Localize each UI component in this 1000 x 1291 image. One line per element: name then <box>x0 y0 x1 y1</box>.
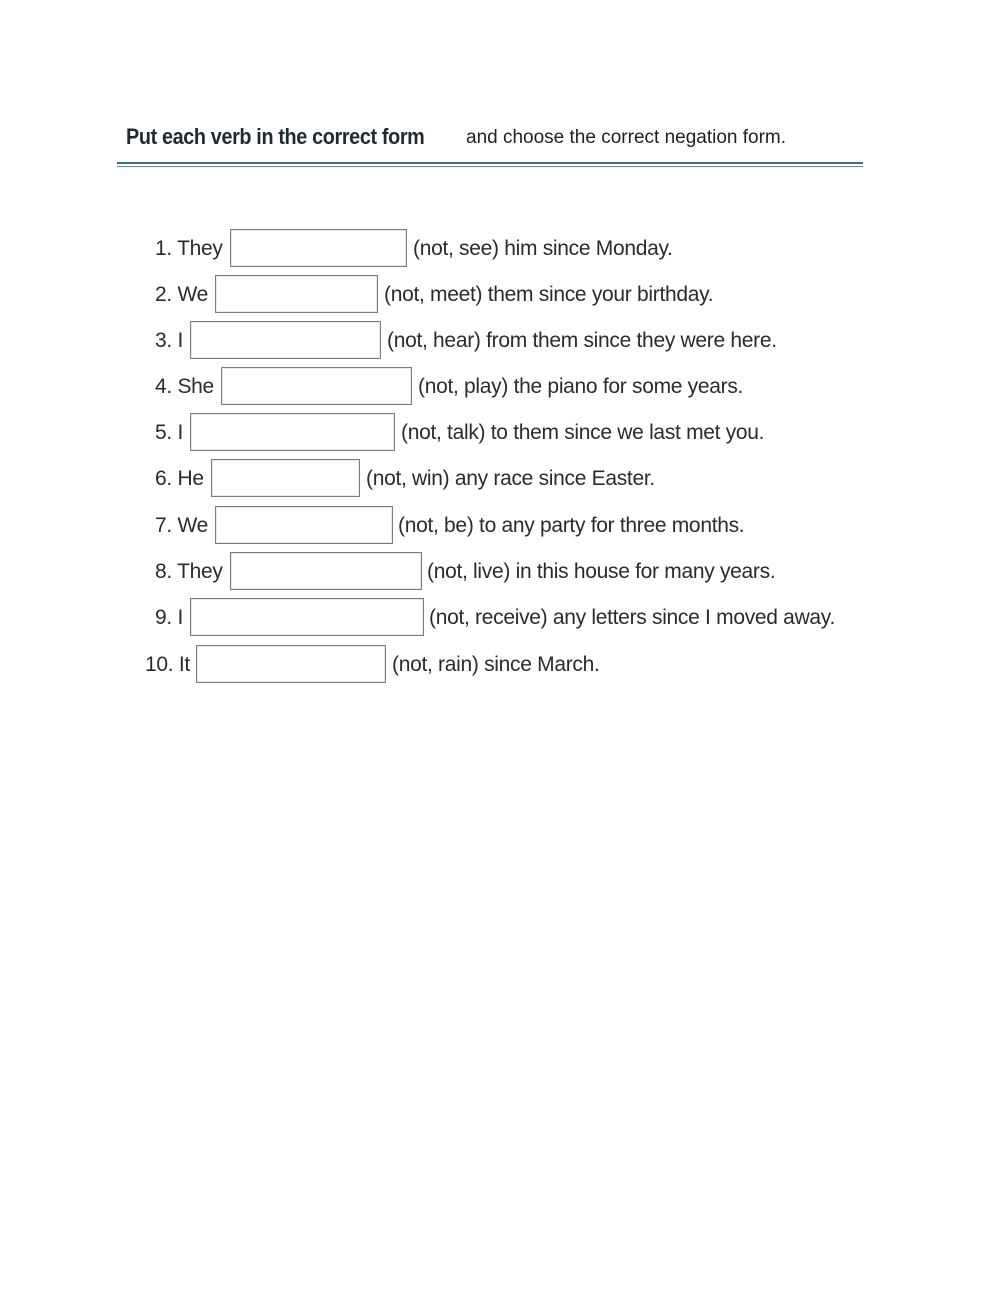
answer-input-8[interactable] <box>230 552 422 590</box>
answer-input-7[interactable] <box>215 506 393 544</box>
exercise-label: 2. We <box>155 283 208 306</box>
exercise-hint: (not, live) in this house for many years. <box>427 560 776 583</box>
exercise-row-4 <box>0 367 1000 407</box>
instructions-header <box>126 124 787 150</box>
answer-input-5[interactable] <box>190 413 395 451</box>
exercise-hint: (not, see) him since Monday. <box>413 237 673 260</box>
header-divider-thin <box>117 166 863 167</box>
exercise-label: 8. They <box>155 560 223 583</box>
answer-input-2[interactable] <box>215 275 378 313</box>
exercise-label: 9. I <box>155 606 184 629</box>
exercise-row-8 <box>0 552 1000 592</box>
answer-input-9[interactable] <box>190 598 424 636</box>
exercise-label: 5. I <box>155 421 184 444</box>
exercise-row-2 <box>0 275 1000 315</box>
exercise-hint: (not, be) to any party for three months. <box>398 514 745 537</box>
exercise-hint: (not, play) the piano for some years. <box>418 375 744 398</box>
exercise-label: 6. He <box>155 467 204 490</box>
exercise-label: 1. They <box>155 237 223 260</box>
answer-input-1[interactable] <box>230 229 407 267</box>
instructions-bold: Put each verb in the correct form <box>126 124 425 149</box>
answer-input-3[interactable] <box>190 321 381 359</box>
exercise-row-3 <box>0 321 1000 361</box>
exercise-hint: (not, meet) them since your birthday. <box>384 283 714 306</box>
answer-input-4[interactable] <box>221 367 412 405</box>
exercise-label: 4. She <box>155 375 214 398</box>
exercise-hint: (not, rain) since March. <box>392 653 600 676</box>
answer-input-10[interactable] <box>196 645 386 683</box>
exercise-hint: (not, win) any race since Easter. <box>366 467 655 490</box>
instructions-rest: and choose the correct negation form. <box>466 127 787 148</box>
exercise-label: 3. I <box>155 329 184 352</box>
answer-input-6[interactable] <box>211 459 360 497</box>
exercise-hint: (not, receive) any letters since I moved away. <box>429 606 835 629</box>
exercise-row-5 <box>0 413 1000 453</box>
exercise-label: 7. We <box>155 514 208 537</box>
exercise-row-9 <box>0 598 1000 638</box>
exercise-row-6 <box>0 459 1000 499</box>
exercise-row-1 <box>0 229 1000 269</box>
exercise-row-10 <box>0 645 1000 685</box>
header-divider <box>117 162 863 164</box>
exercise-row-7 <box>0 506 1000 546</box>
exercise-hint: (not, hear) from them since they were here. <box>387 329 777 352</box>
exercise-label: 10. It <box>145 653 190 676</box>
exercise-hint: (not, talk) to them since we last met you. <box>401 421 765 444</box>
